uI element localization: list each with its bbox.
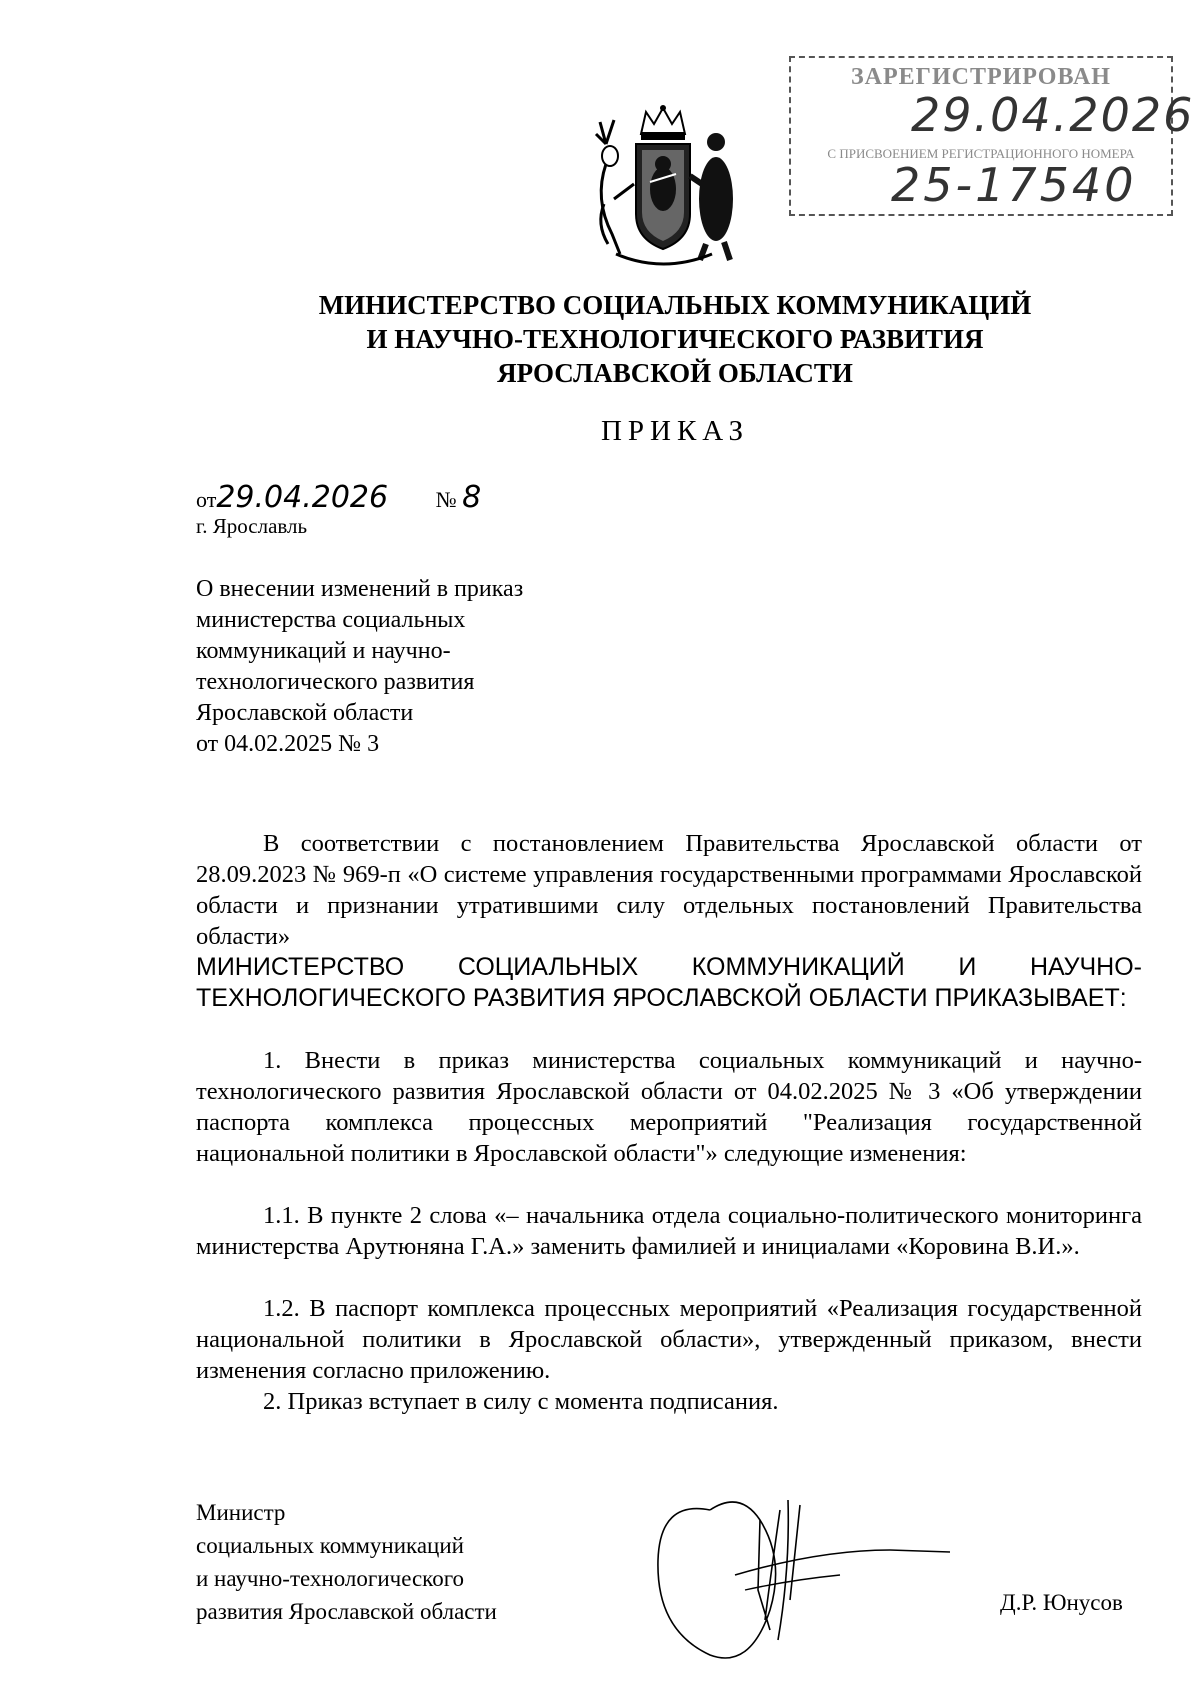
body-paragraph-orders: МИНИСТЕРСТВО СОЦИАЛЬНЫХ КОММУНИКАЦИЙ И НАУЧНО-ТЕХНОЛОГИЧЕСКОГО РАЗВИТИЯ ЯРОСЛАВСКОЙ ОБЛАСТИ ПРИКАЗЫВАЕТ: (196, 953, 1142, 1012)
stamp-title: ЗАРЕГИСТРИРОВАН (851, 64, 1111, 90)
header-line-3: ЯРОСЛАВСКОЙ ОБЛАСТИ (497, 358, 853, 388)
body-paragraph-item-1: 1. Внести в приказ министерства социальных коммуникаций и научно-технологического развития Ярославской области от 04.02.2025 № 3 «Об утверждении паспорта комплекса процессных мероприятий "Реализация государственной национальной политики в Ярославской области"» следующие изменения: (196, 1047, 1142, 1167)
stamp-subtitle: С ПРИСВОЕНИЕМ РЕГИСТРАЦИОННОГО НОМЕРА (827, 146, 1135, 161)
signatory-position (196, 1496, 497, 1628)
subject-line: министерства социальных (196, 607, 466, 633)
order-subject (196, 574, 616, 760)
coat-of-arms-icon (586, 104, 740, 270)
ministry-header (250, 288, 1100, 390)
subject-line: Ярославской области (196, 700, 414, 726)
header-line-2: И НАУЧНО-ТЕХНОЛОГИЧЕСКОГО РАЗВИТИЯ (366, 324, 984, 354)
signatory-name: Д.Р. Юнусов (1000, 1590, 1123, 1615)
body-paragraph-item-1-2: 1.2. В паспорт комплекса процессных мероприятий «Реализация государственной национальной политики в Ярославской области», утвержденный приказом, внести изменения согласно приложению. (196, 1295, 1142, 1384)
subject-line: от 04.02.2025 № 3 (196, 731, 380, 757)
order-number: 8 (462, 480, 482, 515)
subject-line: коммуникаций и научно- (196, 638, 451, 664)
order-date-line (196, 480, 481, 515)
handwritten-signature (640, 1480, 970, 1670)
registration-stamp (789, 56, 1195, 216)
subject-line: О внесении изменений в приказ (196, 576, 524, 602)
body-paragraph-preamble: В соответствии с постановлением Правительства Ярославской области от 28.09.2023 № 969-п «О системе управления государственными программами Ярославской области и признании утратившими силу отдельных постановлений Правительства области» (196, 830, 1142, 950)
number-prefix: № (435, 487, 457, 512)
order-title: ПРИКАЗ (600, 415, 750, 447)
position-line: и научно-технологического (196, 1566, 465, 1591)
city: г. Ярославль (196, 514, 308, 538)
body-paragraph-item-1-1: 1.1. В пункте 2 слова «– начальника отдела социально-политического мониторинга министерства Арутюняна Г.А.» заменить фамилией и инициалами «Коровина В.И.». (196, 1202, 1142, 1260)
stamp-number: 25-17540 (891, 158, 1137, 212)
date-prefix: от (196, 487, 217, 512)
header-line-1: МИНИСТЕРСТВО СОЦИАЛЬНЫХ КОММУНИКАЦИЙ (318, 290, 1032, 320)
subject-line: технологического развития (196, 669, 475, 695)
position-line: развития Ярославской области (196, 1599, 497, 1624)
position-line: социальных коммуникаций (196, 1533, 464, 1558)
body-paragraph-item-2: 2. Приказ вступает в силу с момента подписания. (263, 1388, 779, 1415)
order-date: 29.04.2026 (216, 480, 389, 515)
stamp-date: 29.04.2026 (911, 88, 1195, 142)
position-line: Министр (196, 1500, 286, 1525)
